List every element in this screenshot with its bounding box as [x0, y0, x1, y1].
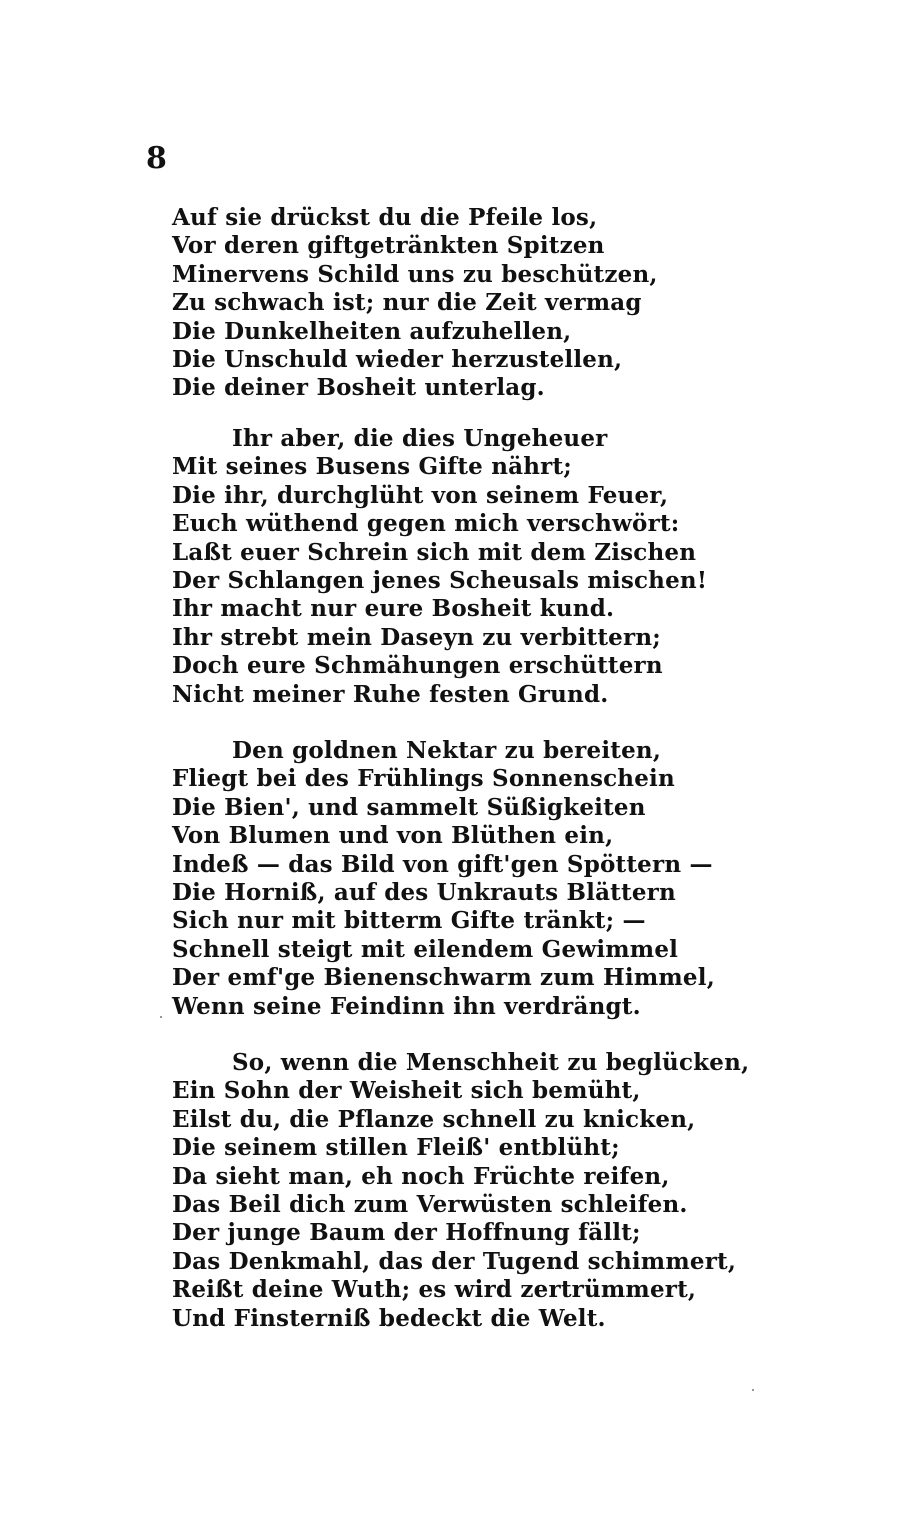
verse-line: Und Finsterniß bedeckt die Welt.: [172, 1304, 606, 1332]
verse-line: Schnell steigt mit eilendem Gewimmel: [172, 935, 679, 963]
verse-line: Ihr macht nur eure Bosheit kund.: [172, 595, 615, 623]
verse-line: Die Bien', und sammelt Süßigkeiten: [172, 793, 646, 821]
verse-line: Das Beil dich zum Verwüsten schleifen.: [172, 1191, 688, 1219]
page-number: 8: [146, 141, 167, 176]
verse-line: Nicht meiner Ruhe festen Grund.: [172, 680, 609, 708]
stanza-3: [172, 737, 862, 1021]
verse-line: So, wenn die Menschheit zu beglücken,: [232, 1049, 750, 1076]
verse-line: Eilst du, die Pflanze schnell zu knicken,: [172, 1105, 696, 1133]
verse-line: Die Horniß, auf des Unkrauts Blättern: [172, 879, 676, 907]
verse-line: Die ihr, durchglüht von seinem Feuer,: [172, 481, 669, 509]
verse-line: Wenn seine Feindinn ihn verdrängt.: [172, 992, 641, 1020]
verse-line: Vor deren giftgetränkten Spitzen: [172, 232, 605, 260]
verse-line: Die seinem stillen Fleiß' entblüht;: [172, 1134, 620, 1162]
verse-line: Den goldnen Nektar zu bereiten,: [232, 737, 662, 764]
verse-line: Indeß — das Bild von gift'gen Spöttern —: [172, 850, 713, 878]
verse-line: Fliegt bei des Frühlings Sonnenschein: [172, 765, 675, 793]
verse-line: Ihr strebt mein Daseyn zu verbittern;: [172, 623, 661, 651]
verse-line: Laßt euer Schrein sich mit dem Zischen: [172, 538, 697, 566]
verse-line: Auf sie drückst du die Pfeile los,: [172, 204, 598, 231]
verse-line: Die Unschuld wieder herzustellen,: [172, 346, 623, 374]
verse-line: Mit seines Busens Gifte nährt;: [172, 453, 572, 481]
stanza-4: [172, 1049, 862, 1333]
verse-line: Da sieht man, eh noch Früchte reifen,: [172, 1162, 670, 1190]
verse-line: Die Dunkelheiten aufzuhellen,: [172, 317, 572, 345]
paper-speck: [160, 1016, 162, 1018]
verse-line: Die deiner Bosheit unterlag.: [172, 374, 545, 402]
verse-line: Der Schlangen jenes Scheusals mischen!: [172, 567, 708, 595]
verse-line: Zu schwach ist; nur die Zeit vermag: [172, 289, 642, 317]
paper-speck: [752, 1389, 754, 1391]
verse-line: Doch eure Schmähungen erschüttern: [172, 652, 663, 680]
verse-line: Euch wüthend gegen mich verschwört:: [172, 510, 680, 538]
verse-line: Minervens Schild uns zu beschützen,: [172, 260, 658, 288]
verse-line: Ein Sohn der Weisheit sich bemüht,: [172, 1077, 641, 1105]
verse-line: Der junge Baum der Hoffnung fällt;: [172, 1219, 641, 1247]
verse-line: Von Blumen und von Blüthen ein,: [172, 822, 614, 850]
verse-line: Ihr aber, die dies Ungeheuer: [232, 425, 608, 452]
stanza-1: [172, 204, 862, 403]
verse-line: Reißt deine Wuth; es wird zertrümmert,: [172, 1276, 697, 1304]
verse-line: Sich nur mit bitterm Gifte tränkt; —: [172, 907, 646, 935]
verse-line: Der emf'ge Bienenschwarm zum Himmel,: [172, 964, 715, 992]
verse-line: Das Denkmahl, das der Tugend schimmert,: [172, 1247, 737, 1275]
stanza-2: [172, 425, 862, 709]
